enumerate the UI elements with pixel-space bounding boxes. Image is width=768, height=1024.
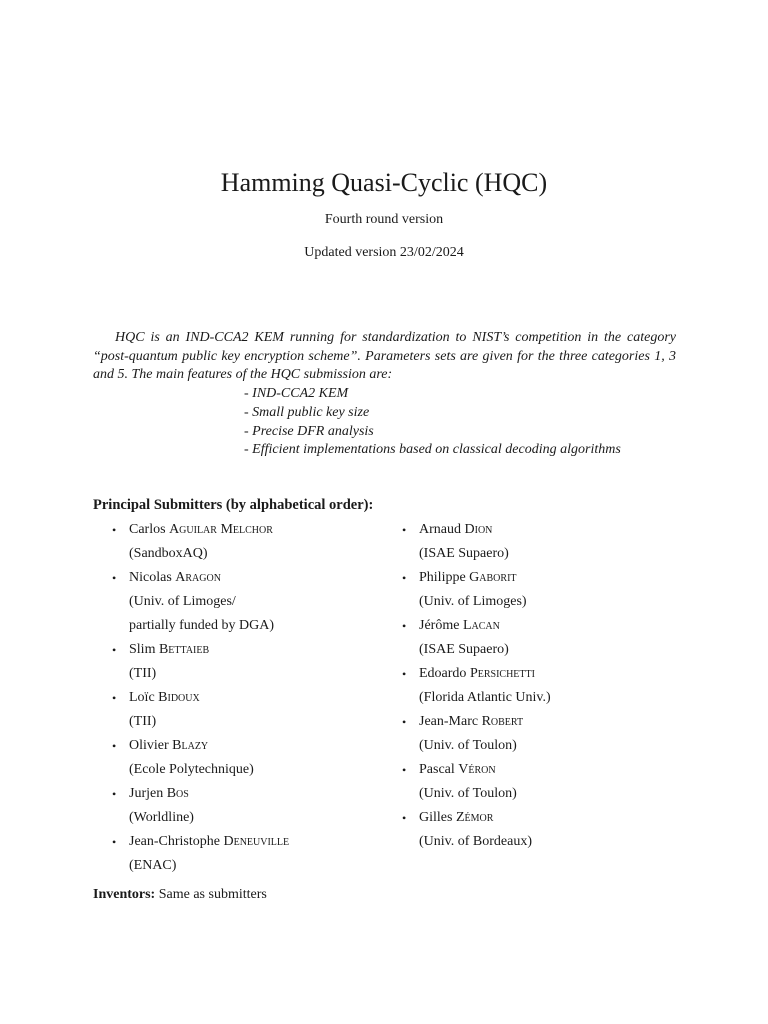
bullet-icon: • xyxy=(402,763,407,777)
first-name: Nicolas xyxy=(129,570,172,585)
submitters-heading: Principal Submitters (by alphabetical order): xyxy=(93,497,374,513)
submitter-item xyxy=(112,638,382,686)
submitter-item xyxy=(402,662,682,710)
submitter-item xyxy=(112,686,382,734)
submitter-name xyxy=(129,518,382,542)
submitters-list-right xyxy=(402,518,682,854)
submitter-affiliation: (TII) xyxy=(129,714,157,729)
bullet-icon: • xyxy=(112,835,117,849)
last-name: Gaborit xyxy=(469,570,517,585)
last-name: Bos xyxy=(166,786,189,801)
first-name: Jurjen xyxy=(129,786,164,801)
document-subtitle: Fourth round version xyxy=(324,212,444,227)
submitters-list-left xyxy=(112,518,382,878)
submitter-item xyxy=(112,566,382,638)
last-name: Persichetti xyxy=(469,666,535,681)
inventors-label: Inventors: xyxy=(93,887,156,902)
submitter-affiliation: partially funded by DGA) xyxy=(129,618,275,633)
first-name: Arnaud xyxy=(419,522,461,537)
submitter-name xyxy=(419,710,682,734)
first-name: Jérôme xyxy=(419,618,460,633)
submitter-affiliation: (Worldline) xyxy=(129,810,194,825)
submitter-item xyxy=(402,710,682,758)
submitter-name xyxy=(129,638,382,662)
submitter-item xyxy=(402,518,682,566)
submitter-name xyxy=(419,806,682,830)
submitter-item xyxy=(402,614,682,662)
submitter-item xyxy=(402,566,682,614)
abstract-text: HQC is an IND-CCA2 KEM running for standardization to NIST’s competition in the category “post-quantum public key encryption scheme”. Parameters sets are given for the three categories 1, 3 and 5. The main features of the HQC submission are: xyxy=(93,330,676,383)
bullet-icon: • xyxy=(112,523,117,537)
last-name: Zémor xyxy=(455,810,494,825)
submitter-name xyxy=(419,662,682,686)
last-name: Aragon xyxy=(175,570,221,585)
submitter-affiliation: (ISAE Supaero) xyxy=(419,546,509,561)
last-name: Lacan xyxy=(462,618,500,633)
bullet-icon: • xyxy=(112,787,117,801)
first-name: Slim xyxy=(129,642,156,657)
bullet-icon: • xyxy=(402,715,407,729)
bullet-icon: • xyxy=(112,643,117,657)
abstract xyxy=(93,329,676,460)
last-name: Dion xyxy=(464,522,493,537)
first-name: Jean-Marc xyxy=(419,714,479,729)
submitter-item xyxy=(112,518,382,566)
document-title: Hamming Quasi-Cyclic (HQC) xyxy=(220,168,548,197)
submitter-affiliation: (SandboxAQ) xyxy=(129,546,208,561)
bullet-icon: • xyxy=(112,571,117,585)
submitter-item xyxy=(402,806,682,854)
first-name: Pascal xyxy=(419,762,455,777)
submitter-affiliation: (Univ. of Toulon) xyxy=(419,738,517,753)
bullet-icon: • xyxy=(402,571,407,585)
submitter-affiliation: (Univ. of Limoges) xyxy=(419,594,527,609)
submitter-affiliation: (Ecole Polytechnique) xyxy=(129,762,254,777)
last-name: Robert xyxy=(481,714,524,729)
last-name: Bettaieb xyxy=(158,642,210,657)
inventors-value: Same as submitters xyxy=(158,887,267,902)
submitter-affiliation: (TII) xyxy=(129,666,157,681)
submitter-affiliation: (ISAE Supaero) xyxy=(419,642,509,657)
submitter-name xyxy=(419,758,682,782)
submitter-item xyxy=(402,758,682,806)
submitter-item xyxy=(112,734,382,782)
last-name: Bidoux xyxy=(158,690,200,705)
submitter-affiliation: (ENAC) xyxy=(129,858,177,873)
submitter-affiliation: (Univ. of Toulon) xyxy=(419,786,517,801)
last-name: Véron xyxy=(458,762,496,777)
submitter-affiliation: (Florida Atlantic Univ.) xyxy=(419,690,551,705)
submitter-name xyxy=(419,566,682,590)
bullet-icon: • xyxy=(402,811,407,825)
submitter-item xyxy=(112,782,382,830)
submitter-name xyxy=(419,614,682,638)
submitter-name xyxy=(129,686,382,710)
submitter-affiliation: (Univ. of Bordeaux) xyxy=(419,834,533,849)
last-name: Blazy xyxy=(172,738,209,753)
submitter-name xyxy=(129,830,382,854)
submitter-name xyxy=(129,782,382,806)
submitter-affiliation: (Univ. of Limoges/ xyxy=(129,594,236,609)
feature-item: - IND-CCA2 KEM xyxy=(244,386,349,402)
bullet-icon: • xyxy=(402,619,407,633)
feature-list xyxy=(93,385,676,460)
submitter-item xyxy=(112,830,382,878)
first-name: Gilles xyxy=(419,810,453,825)
updated-date: Updated version 23/02/2024 xyxy=(304,245,464,260)
feature-item: - Efficient implementations based on classical decoding algorithms xyxy=(244,442,621,458)
inventors-line xyxy=(93,887,267,903)
bullet-icon: • xyxy=(112,739,117,753)
submitter-name xyxy=(129,566,382,590)
first-name: Jean-Christophe xyxy=(129,834,220,849)
first-name: Carlos xyxy=(129,522,166,537)
feature-item: - Small public key size xyxy=(244,404,370,420)
last-name: Aguilar Melchor xyxy=(169,522,273,537)
bullet-icon: • xyxy=(402,523,407,537)
last-name: Deneuville xyxy=(223,834,290,849)
first-name: Edoardo xyxy=(419,666,467,681)
feature-item: - Precise DFR analysis xyxy=(244,423,374,439)
first-name: Philippe xyxy=(419,570,466,585)
submitter-name xyxy=(419,518,682,542)
bullet-icon: • xyxy=(402,667,407,681)
first-name: Olivier xyxy=(129,738,169,753)
submitter-name xyxy=(129,734,382,758)
bullet-icon: • xyxy=(112,691,117,705)
first-name: Loïc xyxy=(129,690,155,705)
